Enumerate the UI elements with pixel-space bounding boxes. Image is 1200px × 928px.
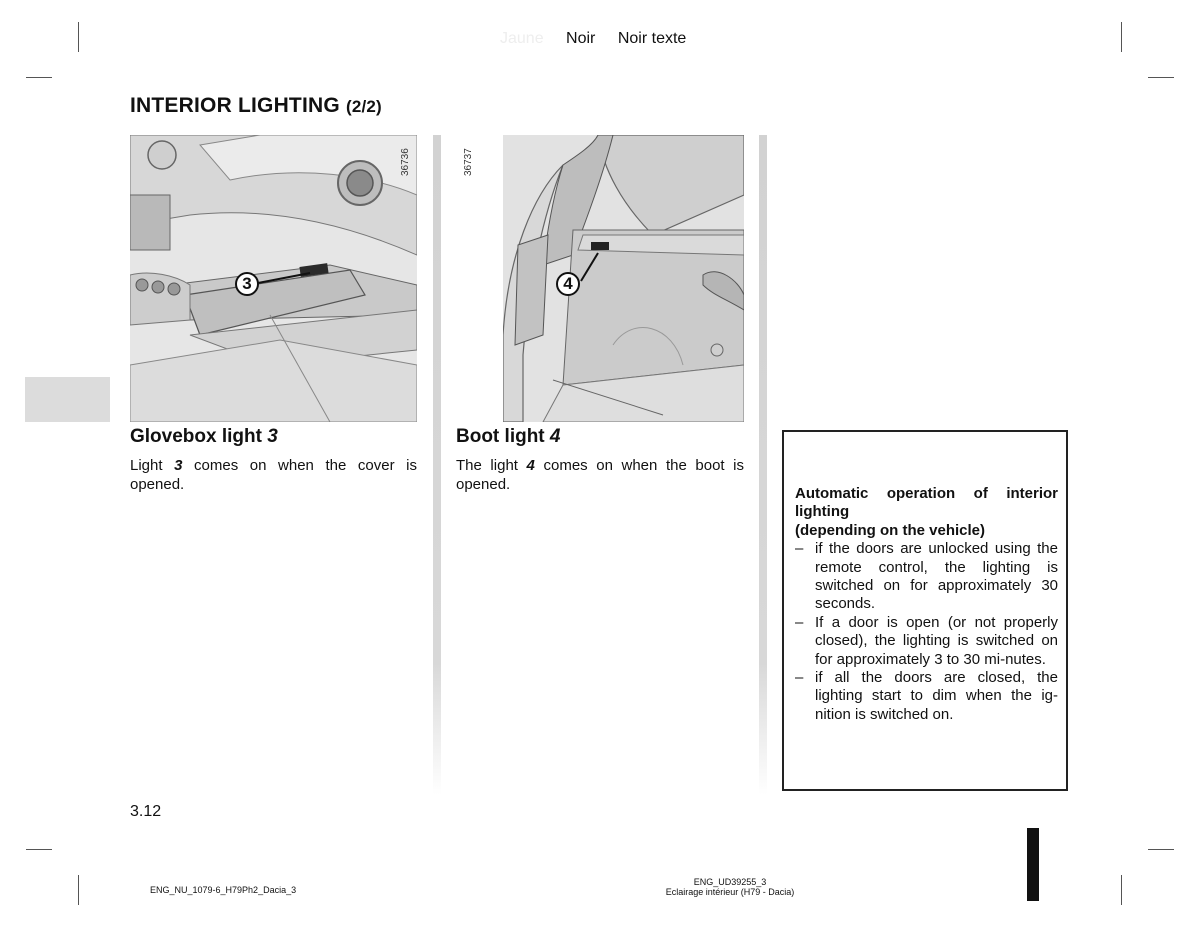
list-item bbox=[795, 669, 1058, 724]
crop-mark bbox=[26, 77, 52, 78]
info-box-content bbox=[795, 485, 1058, 724]
info-box-list bbox=[795, 540, 1058, 724]
footer-reference-title: Eclairage intérieur (H79 - Dacia) bbox=[665, 887, 795, 897]
color-name-jaune: Jaune bbox=[500, 30, 544, 47]
crop-mark bbox=[1148, 849, 1174, 850]
crop-mark bbox=[26, 849, 52, 850]
heading-text: Glovebox light bbox=[130, 426, 268, 447]
heading-text: Boot light bbox=[456, 426, 550, 447]
heading-callout-number: 4 bbox=[549, 426, 561, 447]
list-dash: – bbox=[795, 540, 804, 558]
body-text-pre: The light bbox=[456, 457, 527, 474]
list-item-text: if the doors are unlocked using the remote control, the lighting is switched on for approximately 30 seconds. bbox=[815, 540, 1058, 613]
page-number: 3.12 bbox=[130, 803, 162, 820]
page-title bbox=[130, 94, 382, 118]
column-divider bbox=[433, 135, 441, 795]
body-text-pre: Light bbox=[130, 457, 175, 474]
crop-mark bbox=[78, 22, 79, 52]
list-item-text: if all the doors are closed, the lighting start to dim when the ig-nition is switched on. bbox=[815, 669, 1058, 723]
info-box-subtitle: (depending on the vehicle) bbox=[795, 521, 986, 539]
footer-reference-code: ENG_UD39255_3 bbox=[693, 877, 767, 887]
list-dash: – bbox=[795, 669, 804, 687]
color-name-noir-texte: Noir texte bbox=[617, 30, 687, 47]
crop-mark bbox=[1121, 22, 1122, 52]
body-callout-number: 3 bbox=[174, 457, 183, 474]
body-text-post: comes on when the boot is opened. bbox=[456, 457, 745, 493]
list-item bbox=[795, 614, 1058, 669]
glovebox-drawing bbox=[130, 135, 417, 422]
crop-mark bbox=[1121, 875, 1122, 905]
body-callout-number: 4 bbox=[526, 457, 535, 474]
glovebox-light-heading bbox=[130, 426, 278, 448]
automatic-lighting-info-box bbox=[782, 430, 1068, 791]
body-text-post: comes on when the cover is opened. bbox=[130, 457, 417, 493]
chapter-thumb-bar bbox=[1027, 828, 1039, 901]
glovebox-illustration bbox=[130, 135, 417, 422]
boot-illustration bbox=[503, 135, 744, 422]
boot-drawing bbox=[503, 135, 744, 422]
footer-document-code: ENG_NU_1079-6_H79Ph2_Dacia_3 bbox=[150, 885, 297, 895]
callout-3: 3 bbox=[235, 272, 259, 296]
list-item bbox=[795, 540, 1058, 614]
boot-light-description bbox=[456, 456, 744, 494]
crop-mark bbox=[78, 875, 79, 905]
list-item-text: If a door is open (or not properly closed), the lighting is switched on for approximately 3 to 30 mi-nutes. bbox=[815, 613, 1058, 668]
footer-section-reference bbox=[600, 877, 860, 897]
boot-light-heading bbox=[456, 426, 561, 448]
chapter-tab-marker bbox=[25, 377, 110, 422]
glovebox-light-description bbox=[130, 456, 417, 494]
column-divider bbox=[759, 135, 767, 795]
list-dash: – bbox=[795, 613, 804, 631]
crop-mark bbox=[1148, 77, 1174, 78]
heading-callout-number: 3 bbox=[267, 426, 278, 447]
info-box-title: Automatic operation of interior lighting bbox=[795, 485, 1058, 521]
figure-reference-number: 36737 bbox=[463, 148, 474, 176]
page-title-part: (2/2) bbox=[345, 97, 382, 116]
print-color-names bbox=[500, 30, 704, 48]
callout-4: 4 bbox=[556, 272, 580, 296]
color-name-noir: Noir bbox=[566, 30, 596, 47]
page-title-main: INTERIOR LIGHTING bbox=[130, 94, 340, 117]
figure-reference-number: 36736 bbox=[400, 148, 411, 176]
